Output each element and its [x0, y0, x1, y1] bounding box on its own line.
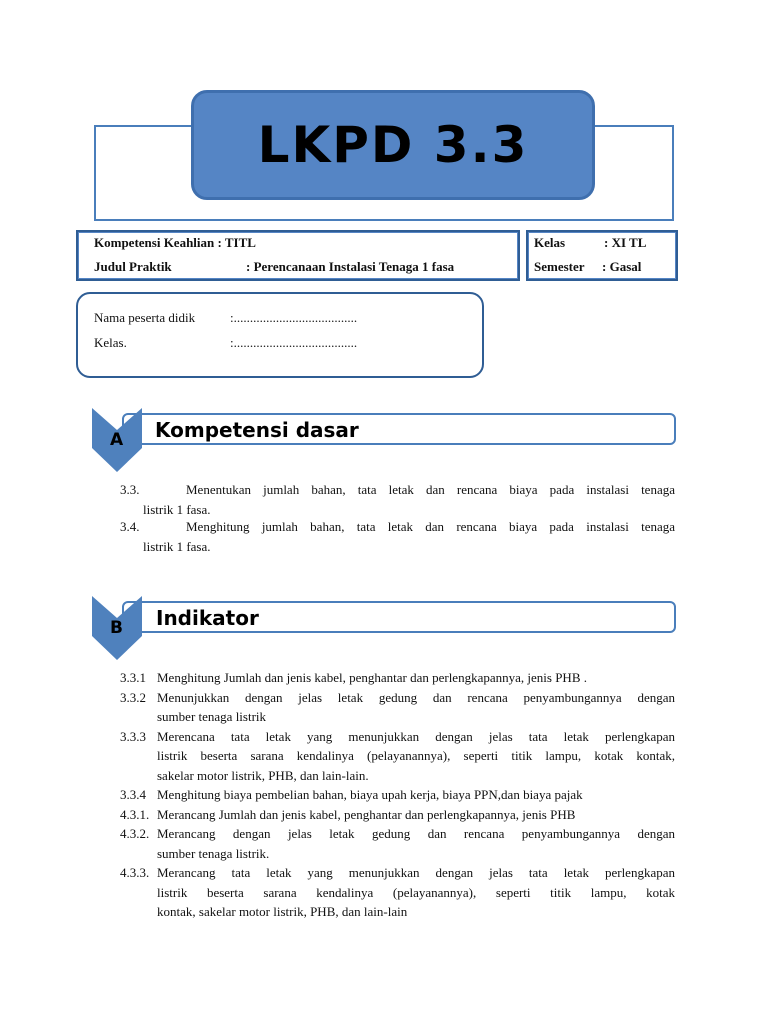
- kd-text: Menentukan jumlah bahan, tata letak dan rencana biaya pada instalasi tenaga: [186, 482, 675, 497]
- section-b-letter: B: [110, 618, 123, 638]
- indikator-line: Menghitung Jumlah dan jenis kabel, penghantar dan perlengkapannya, jenis PHB .: [157, 670, 587, 685]
- indikator-line: Merancang tata letak yang menunjukkan dengan jelas tata letak perlengkapan: [157, 865, 675, 880]
- indikator-line: sumber tenaga listrik.: [157, 845, 270, 861]
- judul-praktik-label: Judul Praktik: [94, 259, 172, 274]
- indikator-line: Menghitung biaya pembelian bahan, biaya upah kerja, biaya PPN,dan biaya pajak: [157, 787, 583, 802]
- kd-text-cont: listrik 1 fasa.: [143, 501, 211, 517]
- kelas-id-label: Kelas.: [94, 335, 127, 350]
- indikator-line: Merencana tata letak yang menunjukkan dengan jelas tata letak perlengkapan: [157, 728, 675, 744]
- indikator-list: [120, 668, 675, 922]
- indikator-line: sakelar motor listrik, PHB, dan lain-lain.: [157, 767, 369, 783]
- kompetensi-keahlian: Kompetensi Keahlian : TITL: [94, 235, 256, 250]
- identity-box: [76, 292, 484, 378]
- indikator-line: Menunjukkan dengan jelas letak gedung dan rencana penyambungannya dengan: [157, 689, 675, 705]
- kd-item: [120, 480, 675, 519]
- indikator-line: kontak, sakelar motor listrik, PHB, dan lain-lain: [157, 904, 408, 919]
- info-box-right: [526, 230, 678, 281]
- indikator-num: 3.3.2: [120, 689, 146, 705]
- indikator-line: listrik beserta sarana kendalinya (pelayanannya), seperti titik lampu, kotak: [157, 884, 675, 900]
- kd-text-cont: listrik 1 fasa.: [143, 538, 211, 554]
- indikator-item: [120, 824, 675, 863]
- kelas-value: : XI TL: [604, 235, 647, 250]
- section-b-title: Indikator: [156, 606, 259, 630]
- title-banner: [191, 90, 595, 200]
- judul-praktik-value: : Perencanaan Instalasi Tenaga 1 fasa: [246, 259, 455, 274]
- indikator-line: sumber tenaga listrik: [157, 709, 267, 724]
- kd-text: Menghitung jumlah bahan, tata letak dan rencana biaya pada instalasi tenaga: [186, 519, 675, 534]
- semester-label: Semester: [534, 259, 585, 274]
- indikator-num: 4.3.3.: [120, 865, 150, 880]
- indikator-num: 4.3.1.: [120, 806, 150, 822]
- indikator-item: [120, 805, 675, 825]
- page-title: LKPD 3.3: [257, 116, 529, 174]
- info-box-left: [76, 230, 520, 281]
- nama-label: Nama peserta didik: [94, 310, 196, 325]
- kelas-label: Kelas: [534, 235, 566, 250]
- indikator-line: listrik beserta sarana kendalinya (pelayanannya), seperti titik lampu, kotak kontak,: [157, 748, 675, 763]
- indikator-item: [120, 863, 675, 922]
- indikator-num: 3.3.3: [120, 728, 146, 744]
- indikator-item: [120, 785, 675, 805]
- section-a-letter: A: [110, 430, 124, 450]
- section-a-title: Kompetensi dasar: [155, 418, 359, 442]
- kd-item: [120, 517, 675, 556]
- indikator-num: 4.3.2.: [120, 826, 150, 841]
- indikator-line: Merancang dengan jelas letak gedung dan rencana penyambungannya dengan: [157, 826, 675, 841]
- indikator-item: [120, 727, 675, 786]
- indikator-item: [120, 668, 675, 688]
- kd-num: 3.4.: [120, 519, 140, 534]
- nama-field[interactable]: :......................................: [230, 310, 358, 325]
- indikator-item: [120, 688, 675, 727]
- kd-num: 3.3.: [120, 482, 140, 497]
- semester-value: : Gasal: [602, 259, 642, 274]
- kelas-field[interactable]: :......................................: [230, 335, 358, 350]
- indikator-num: 3.3.1: [120, 670, 146, 685]
- indikator-num: 3.3.4: [120, 787, 146, 802]
- indikator-line: Merancang Jumlah dan jenis kabel, penghantar dan perlengkapannya, jenis PHB: [157, 806, 576, 822]
